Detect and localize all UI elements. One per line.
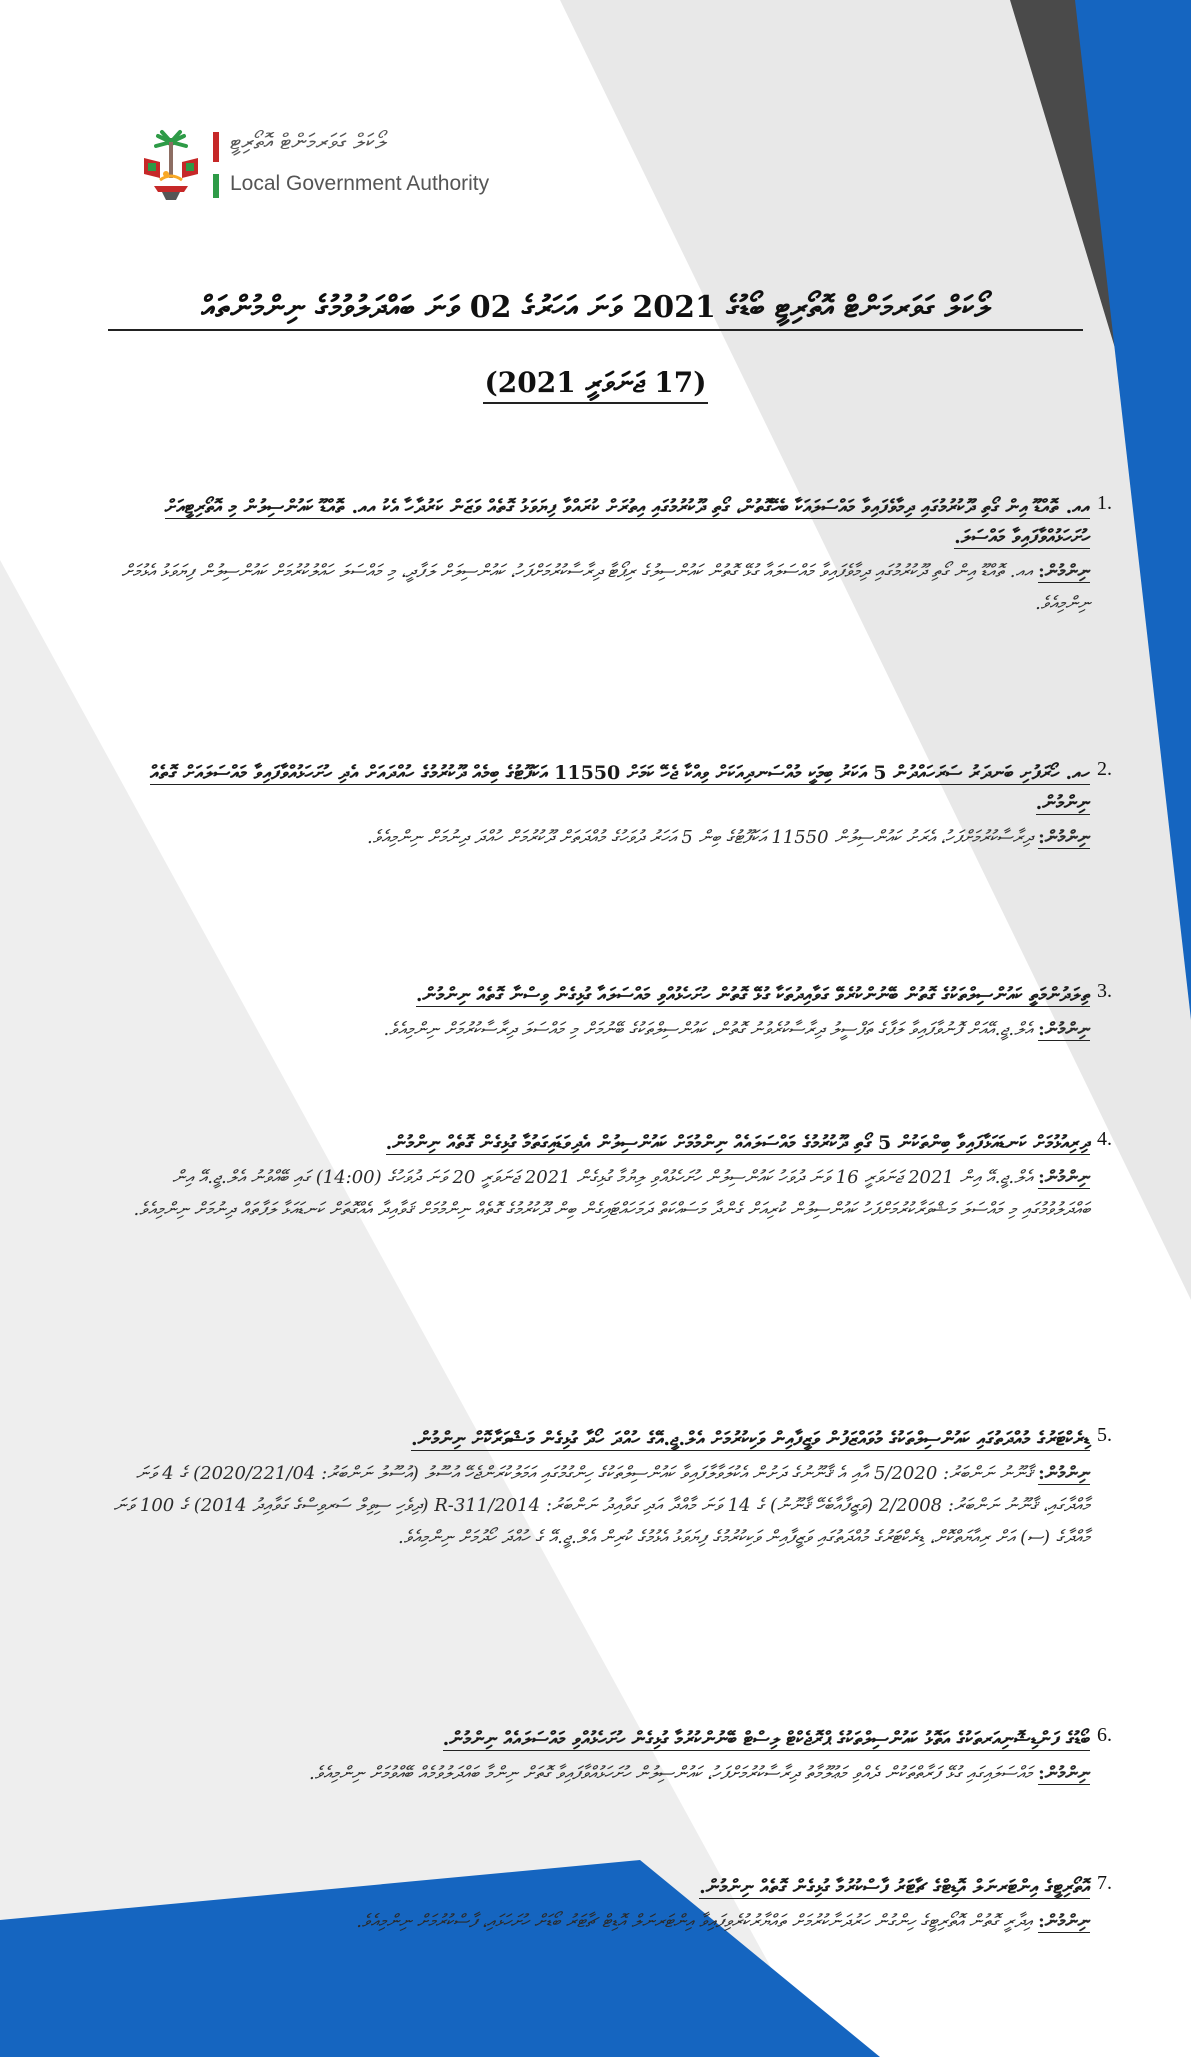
item-answer [105,556,1090,620]
answer-label: ނިންމުން: [1038,827,1090,848]
document-date: (17 ޖަނަވަރީ 2021) [483,366,709,404]
answer-label: ނިންމުން: [1038,561,1090,582]
answer-label: ނިންމުން: [1038,1019,1090,1040]
emblem-red-bar [213,132,219,162]
decision-item [105,492,1112,620]
item-question-text: ދިރިއުޅުމަށް ކަނޑައަޅާފައިވާ ބިންތަކުން 5 ގޯތި ދޫކުރުމުގެ މައްސަލައެއް ނިންމުމަށް ކައުންސިލުން އެދިވަޑައިގަތުމާ ގުޅިގެން ގޮތެއް ނިންމުން. [385,1132,1090,1154]
answer-text: އިދާރީ ގޮތުން އޮތޯރިޓީގެ ހިންގުން ހަރުދަނާކުރުމަށް ތައްޔާރުކުރެވިފައިވާ އިންޓަރނަލް އޮޑިޓް ޗާޓަރު ބޯޑަށް ހުށަހަޅައި، ފާސްކުރުމަށް ނިންމިއެވެ. [356,1911,1033,1932]
item-question-text: އޮތޯރިޓީގެ އިންޓަރނަލް އޮޑިޓްގެ ޗާޓަރު ފާސްކުރުމާ ގުޅިގެން ގޮތެއް ނިންމުން. [699,1876,1090,1898]
item-answer [105,1458,1090,1554]
decision-item [105,758,1112,854]
item-question [105,1724,1090,1754]
authority-name-dhivehi: ލޯކަލް ގަވަރމަންޓް އޮތޯރިޓީ [230,130,387,155]
decision-item [105,980,1112,1046]
answer-text: މައްސަލައިގައި ގުޅޭ ފަރާތްތަކުން ދެއްވި މަޢުލޫމާތު ދިރާސާކުރުމަށްފަހު، ކައުންސިލުން ހުށަހަޅުއްވާފައިވާ ގޮތަށް ނިންމާ ބައްދަލުވުމެއް ބޭއްވުމަށް ނިންމިއެވެ. [308,1763,1033,1784]
item-number: 4. [1097,1128,1112,1150]
item-number: 3. [1097,980,1112,1002]
item-number: 1. [1097,492,1112,514]
authority-name-english: Local Government Authority [230,172,490,195]
item-question-text: ހއ. ހޯރަފުށި ބަނދަރު ސަރަހައްދުން 5 އަކަރު ބިމަކީ މުއްސަނދިއަކަށް ވިއްކާ ޖެހޭ ކަމަށް 11550 އަކަފޫޓުގެ ބިމެއް ދޫކުރުމުގެ ހުއްދައަށް އެދި ހުށަހަޅުއްވާފައިވާ މައްސަލައަށް ގޮތެއް ނިންމުން. [150,762,1090,814]
decision-item [105,1128,1112,1226]
item-question-text: ޑިރެކްޓަރުގެ މުއްދަތުގައި ކައުންސިލްތަކުގެ މުވައްޒަފުން ވަޒީފާއިން ވަކިކުރުމަށް އެލް.ޖީ.އޭގެ ހުއްދަ ހޯދާ ގުޅިގެން މަޝްވަރާކޮށް ނިންމުން. [410,1428,1090,1450]
item-question [105,758,1090,818]
document-date-wrapper [0,366,1191,404]
answer-label: ނިންމުން: [1038,1167,1090,1188]
item-question [105,1872,1090,1902]
answer-text: ދިރާސާކުރުމަށްފަހު، އެރަށު ކައުންސިލުން 11550 އަކަފޫޓުގެ ބިން 5 އަހަރު ދުވަހުގެ މުއްދަތަށް ދޫކުރުމަށް ހުއްދަ ދިނުމަށް ނިންމިއެވެ. [366,827,1033,848]
item-number: 2. [1097,758,1112,780]
decision-item [105,1424,1112,1554]
item-question-text: އއ. ތޮއްޑޫ އިން ގޯތި ދޫކުރުމުގައި ދިމާވެފައިވާ މައްސަލައަކާ ބެހޭގޮތުން، ގޯތި ދޫކުރުމުގައި އިތުރަށް ކުރައްވާ ފިޔަވަޅު ގޮތެއް ވަޒަން ކަރުދާހާ އެކު އއ. ތޮއްޑޫ ކައުންސިލުން މި އޮތޯރިޓީއަށް ހުށަހަޅުއްވާފައިވާ މައްސަލަ. [164,496,1090,548]
answer-label: ނިންމުން: [1038,1463,1090,1484]
item-answer [105,1758,1090,1790]
item-question-text: ބޯޑުގެ ފަންޑިޝޮނިއަރތަކުގެ އަތޮޅު ކައުންސިލްތަކުގެ ޕްރޮޖެކްޓް ލިސްޓް ބޭނުންކުރުމާ ގުޅިގެން ހުށަހެޅުއްވި މައްސަލައެއް ނިންމުން. [442,1728,1090,1750]
item-answer [105,1014,1090,1046]
authority-logo [138,128,538,204]
answer-label: ނިންމުން: [1038,1763,1090,1784]
item-number: 7. [1097,1872,1112,1894]
maldives-emblem-icon [138,128,204,204]
answer-label: ނިންމުން: [1038,1911,1090,1932]
emblem-green-bar [213,174,219,198]
item-question [105,1128,1090,1158]
answer-text: އެލް.ޖީ.އޭ އިން 2021 ޖަނަވަރީ 16 ވަނަ ދުވަހު ކައުންސިލުން ހުށަހެޅުއްވި ލިޔުމާ ގުޅިގެން 2021 ޖަނަވަރީ 20 ވަނަ ދުވަހުގެ (14:00) ގައި ބޭއްވުނު އެލް.ޖީ.އޭ އިން ބައްދަލުވުމުގައި މި މައްސަލަ މަޝްވަރާކުރުމަށްފަހު ކައުންސިލުން ކުރިއަށް ގެންދާ މަސައްކަތް ދަމަހައްޓައިގެން ބިން ދޫކުރުމުގެ ގޮތެއް ނިންމުމަށް ޤަވާއިދާ އެއްގޮތަށް ކަނޑައަޅާ ލަފާތައް ދިނުމަށް ނިންމިއެވެ. [133,1167,1090,1220]
item-number: 5. [1097,1424,1112,1446]
item-question [105,492,1090,552]
item-question-text: ތިލަދުންމަތީ ކައުންސިލްތަކުގެ ގޮތުން ބޭނުންކުރެވޭ ގަވާއިދުތަކާ ގުޅޭ ގޮތުން ހުށަހެޅުއްވި މައްސަލައާ ގުޅިގެން ވިސްނާ ގޮތެއް ނިންމުން. [415,984,1090,1006]
answer-text: އއ. ތޮއްޑޫ އިން ގޯތި ދޫކުރުމުގައި ދިމާވެފައިވާ މައްސަލައާ ގުޅޭ ގޮތުން ކައުންސިލުގެ ރިޕޯޓާ ދިރާސާކުރުމަށްފަހު، ކައުންސިލަށް ލަފާދީ، މި މައްސަލަ ހައްލުކުރުމަށް ކައުންސިލުން ފިޔަވަޅު އެޅުމަށް ނިންމިއެވެ. [121,561,1090,614]
item-answer [105,1906,1090,1938]
decision-item [105,1872,1112,1938]
item-number: 6. [1097,1724,1112,1746]
item-question [105,980,1090,1010]
item-answer [105,822,1090,854]
document-title: ލޯކަލް ގަވަރމަންޓް އޮތޯރިޓީ ބޯޑުގެ 2021 ވަނަ އަހަރުގެ 02 ވަނަ ބައްދަލުވުމުގެ ނިންމުންތައް [108,290,1083,331]
answer-text: ޤާނޫނު ނަންބަރު: 5/2020 އާއި އެ ޤާނޫނުގެ ދަށުން އެކުލަވާލާފައިވާ ކައުންސިލްތަކުގެ ހިންގުމުގައި އަމަލުކުރަންޖެހޭ އުސޫލު (އުސޫލު ނަންބަރު: 2020/221/04) ގެ 4 ވަނަ މާއްދާގައި، ޤާނޫނު ނަންބަރު: 2/2008 (ވަޒީފާއާބެހޭ ޤާނޫނު) ގެ 14 ވަނަ މާއްދާ އަދި ގަވާއިދު ނަންބަރު: R-311/2014 (ދިވެހި ސިވިލް ސަރވިސްގެ ގަވާއިދު 2014) ގެ 100 ވަނަ މާއްދާގެ (ސ) އަށް ރިއާޔަތްކޮށް، ޑިރެކްޓަރުގެ މުއްދަތުގައި ވަޒީފާއިން ވަކިކުރުމުގެ ފިޔަވަޅު އެޅުމުގެ ކުރިން އެލް.ޖީ.އޭ ގެ ހުއްދަ ހޯދުމަށް ނިންމިއެވެ. [113,1463,1090,1548]
item-answer [105,1162,1090,1226]
item-question [105,1424,1090,1454]
decision-item [105,1724,1112,1790]
answer-text: އެލް.ޖީ.އޭއަށް ފޮނުވާފައިވާ ލަފާގެ ތަފްސީލު ދިރާސާކުރެވުނު ގޮތުން، ކައުންސިލްތަކުގެ ބޭނުމަށް މި މައްސަލަ ދިރާސާކުރުމަށް ނިންމިއެވެ. [383,1019,1033,1040]
